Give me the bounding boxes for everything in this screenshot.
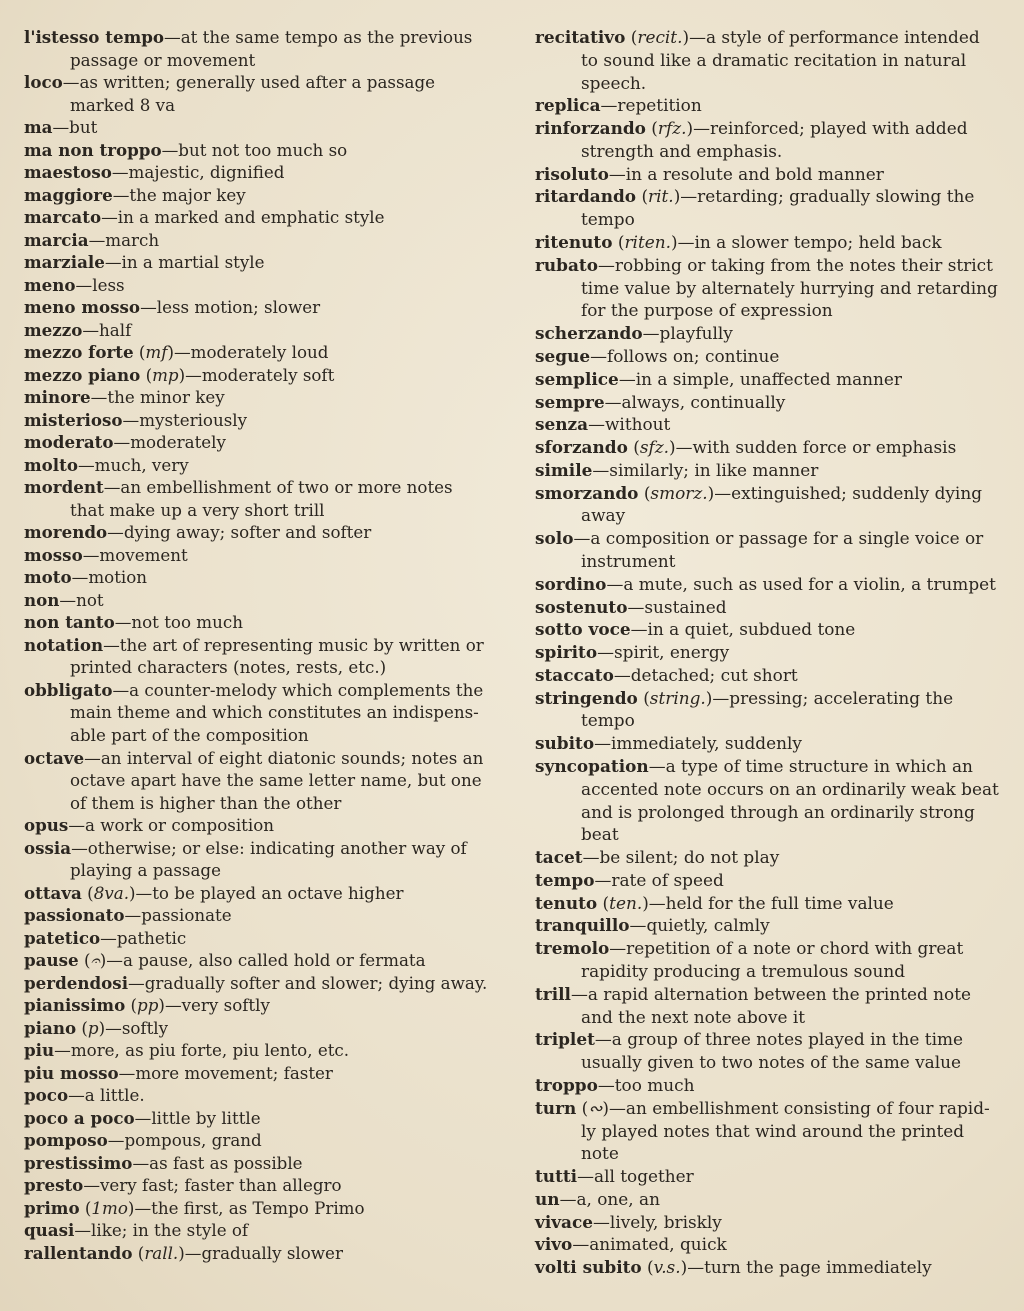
glossary-definition: —a, one, an [559, 1188, 660, 1209]
glossary-entry [535, 163, 1001, 186]
glossary-entry: recitativo (recit.)—a style of performance intended to sound like a dramatic recitation in natural speech. [535, 27, 980, 93]
glossary-term: pianissimo [24, 995, 126, 1016]
glossary-term: quasi [24, 1220, 75, 1241]
glossary-entry [535, 527, 1001, 573]
glossary-abbreviation: pp [137, 995, 159, 1016]
glossary-entry [535, 1211, 1001, 1234]
glossary-definition: —not [59, 589, 104, 610]
glossary-definition: —gradually softer and slower; dying away. [128, 972, 488, 993]
glossary-term: non [24, 589, 60, 610]
glossary-entry [24, 454, 492, 477]
glossary-term: syncopation [535, 756, 649, 776]
glossary-definition: —always, continually [604, 391, 786, 412]
glossary-term: ritenuto [535, 232, 613, 253]
glossary-entry [24, 184, 492, 207]
glossary-abbreviation: recit. [637, 27, 683, 47]
glossary-entry [535, 459, 1001, 482]
glossary-term: ottava [24, 882, 82, 903]
glossary-definition: —animated, quick [572, 1234, 727, 1255]
glossary-term: troppo [535, 1074, 598, 1095]
glossary-term: recitativo [535, 27, 626, 47]
glossary-term: tutti [535, 1166, 578, 1187]
glossary-definition: —march [88, 229, 160, 250]
glossary-entry [24, 274, 492, 297]
glossary-abbreviation: rit. [648, 186, 674, 207]
glossary-definition: —dying away; softer and softer [107, 522, 372, 543]
glossary-entry [535, 1165, 1001, 1188]
glossary-entry: piano (p)—softly [24, 1017, 169, 1038]
glossary-term: rallentando [24, 1242, 133, 1263]
glossary-term: primo [24, 1197, 80, 1218]
glossary-term: obbligato [24, 679, 113, 700]
glossary-definition: —robbing or taking from the notes their strict time value by alternately hurrying and retarding for the purpose of expression [581, 254, 998, 321]
left-column [24, 26, 492, 1264]
glossary-definition: —movement [82, 544, 188, 565]
glossary-entry [535, 641, 1001, 664]
glossary-entry [24, 566, 492, 589]
glossary-entry [24, 206, 492, 229]
glossary-definition: —lively, briskly [593, 1211, 722, 1232]
glossary-term: rinforzando [535, 118, 646, 139]
glossary-term: spirito [535, 642, 598, 663]
glossary-definition: —the minor key [90, 387, 225, 408]
glossary-definition: —follows on; continue [590, 345, 780, 366]
glossary-term: presto [24, 1175, 84, 1196]
glossary-entry [24, 1219, 492, 1242]
glossary-term: morendo [24, 522, 108, 543]
glossary-term: moderato [24, 432, 114, 453]
glossary-term: octave [24, 747, 85, 768]
glossary-definition: —retarding; gradually slowing the tempo [581, 186, 975, 230]
glossary-term: meno mosso [24, 297, 141, 318]
glossary-term: segue [535, 345, 591, 366]
right-column [535, 26, 1001, 1279]
glossary-entry [535, 1188, 1001, 1211]
glossary-term: opus [24, 815, 69, 836]
glossary-definition: —pressing; accelerating the tempo [581, 687, 954, 731]
glossary-definition: —moderately loud [173, 342, 329, 363]
glossary-entry [535, 94, 1001, 117]
glossary-term: piu mosso [24, 1062, 119, 1083]
glossary-term: vivo [535, 1234, 573, 1255]
glossary-entry [24, 476, 492, 521]
glossary-term: replica [535, 95, 601, 116]
glossary-definition: —a style of performance intended to sound like a dramatic recitation in natural speech. [581, 27, 980, 93]
glossary-term: pause [24, 950, 79, 971]
glossary-definition: —but [52, 117, 98, 138]
glossary-term: stringendo [535, 687, 638, 708]
glossary-definition: —gradually slower [184, 1242, 343, 1263]
glossary-definition: —pathetic [100, 927, 187, 948]
glossary-entry: ritenuto (riten.)—in a slower tempo; held back [535, 232, 942, 253]
glossary-definition: —the art of representing music by written or printed characters (notes, rests, etc.) [70, 634, 484, 678]
glossary-entry: pianissimo (pp)—very softly [24, 995, 270, 1016]
glossary-term: vivace [535, 1211, 594, 1232]
glossary-term: marziale [24, 252, 105, 273]
glossary-entry [24, 837, 492, 882]
glossary-entry: turn (∾)—an embellishment consisting of four rapid-ly played notes that wind around the printed note [535, 1097, 990, 1164]
glossary-term: ma non troppo [24, 139, 162, 160]
glossary-definition: —sustained [627, 596, 727, 617]
glossary-entry [24, 521, 492, 544]
glossary-term: passionato [24, 905, 125, 926]
glossary-term: senza [535, 414, 589, 435]
glossary-definition: —spirit, energy [597, 642, 730, 663]
glossary-term: un [535, 1188, 560, 1209]
glossary-definition: —as fast as possible [132, 1152, 303, 1173]
glossary-term: solo [535, 528, 574, 549]
glossary-term: moto [24, 567, 72, 588]
glossary-entry [535, 937, 1001, 983]
glossary-term: tranquillo [535, 915, 630, 936]
glossary-definition: —in a marked and emphatic style [101, 207, 385, 228]
glossary-definition: —more, as piu forte, piu lento, etc. [54, 1040, 350, 1061]
glossary-entry [24, 409, 492, 432]
glossary-definition: —much, very [77, 454, 189, 475]
glossary-entry [535, 573, 1001, 596]
glossary-entry: ritardando (rit.)—retarding; gradually slowing the tempo [535, 186, 975, 230]
glossary-abbreviation: rfz. [657, 118, 687, 139]
glossary-term: semplice [535, 368, 619, 389]
glossary-term: poco a poco [24, 1107, 135, 1128]
glossary-term: tenuto [535, 892, 598, 913]
glossary-definition: —be silent; do not play [582, 847, 780, 868]
glossary-entry [24, 589, 492, 612]
glossary-entry: mezzo forte (mf)—moderately loud [24, 342, 329, 363]
glossary-definition: —without [588, 414, 671, 435]
glossary-entry: sforzando (sfz.)—with sudden force or emphasis [535, 437, 957, 458]
glossary-term: sforzando [535, 437, 628, 458]
glossary-entry: rallentando (rall.)—gradually slower [24, 1242, 343, 1263]
glossary-entry: stringendo (string.)—pressing; accelerating the tempo [535, 687, 954, 731]
glossary-term: rubato [535, 254, 599, 275]
glossary-entry [535, 983, 1001, 1029]
glossary-definition: —a pause, also called hold or fermata [106, 950, 426, 971]
glossary-abbreviation: 𝄐 [90, 950, 100, 971]
glossary-abbreviation: mf [145, 342, 168, 363]
glossary-entry [535, 1233, 1001, 1256]
glossary-entry: smorzando (smorz.)—extinguished; suddenly dying away [535, 482, 983, 526]
glossary-entry [24, 229, 492, 252]
glossary-definition: —a type of time structure in which an accented note occurs on an ordinarily weak beat and is prolonged through an ordinarily strong beat [581, 756, 999, 845]
glossary-term: volti subito [535, 1257, 642, 1278]
glossary-term: ossia [24, 837, 72, 858]
glossary-entry [24, 319, 492, 342]
glossary-definition: —in a resolute and bold manner [608, 163, 884, 184]
glossary-definition: —little by little [134, 1107, 261, 1128]
glossary-abbreviation: riten. [624, 232, 671, 253]
glossary-definition: —in a slower tempo; held back [677, 232, 942, 253]
glossary-term: mosso [24, 544, 83, 565]
glossary-term: poco [24, 1085, 69, 1106]
glossary-entry [535, 732, 1001, 755]
glossary-definition: —playfully [642, 323, 733, 344]
glossary-definition: —extinguished; suddenly dying away [581, 482, 983, 526]
glossary-entry [24, 1084, 492, 1107]
glossary-term: piu [24, 1040, 55, 1061]
glossary-term: staccato [535, 664, 614, 685]
glossary-term: sempre [535, 391, 605, 412]
glossary-entry [535, 755, 1001, 846]
glossary-entry [24, 927, 492, 950]
glossary-entry [535, 345, 1001, 368]
glossary-definition: —an embellishment of two or more notes that make up a very short trill [70, 477, 453, 520]
glossary-entry [535, 413, 1001, 436]
glossary-definition: —too much [597, 1074, 695, 1095]
glossary-definition: —very fast; faster than allegro [83, 1175, 342, 1196]
glossary-entry [24, 972, 492, 995]
glossary-entry [24, 386, 492, 409]
glossary-entry [24, 1129, 492, 1152]
glossary-definition: —repetition [600, 95, 702, 116]
glossary-entry: primo (1mo)—the first, as Tempo Primo [24, 1197, 365, 1218]
glossary-entry: tenuto (ten.)—held for the full time value [535, 892, 894, 913]
glossary-term: maggiore [24, 184, 113, 205]
glossary-definition: —reinforced; played with added strength and emphasis. [581, 118, 968, 161]
glossary-entry [24, 1152, 492, 1175]
glossary-term: minore [24, 387, 91, 408]
glossary-term: tacet [535, 847, 583, 868]
glossary-definition: —motion [71, 567, 148, 588]
glossary-entry [24, 431, 492, 454]
glossary-definition: —a rapid alternation between the printed note and the next note above it [570, 983, 971, 1027]
glossary-definition: —in a quiet, subdued tone [630, 619, 856, 640]
glossary-term: simile [535, 459, 593, 480]
glossary-definition: —similarly; in like manner [592, 459, 819, 480]
glossary-abbreviation: v.s. [653, 1257, 681, 1278]
glossary-definition: —majestic, dignified [111, 162, 285, 183]
glossary-entry: rinforzando (rfz.)—reinforced; played with added strength and emphasis. [535, 118, 968, 161]
glossary-entry [24, 296, 492, 319]
glossary-term: ma [24, 117, 53, 138]
glossary-definition: —repetition of a note or chord with great rapidity producing a tremulous sound [581, 938, 964, 982]
glossary-entry [24, 1039, 492, 1062]
glossary-definition: —a mute, such as used for a violin, a trumpet [606, 573, 996, 594]
glossary-abbreviation: 8va. [93, 882, 130, 903]
glossary-term: mezzo piano [24, 364, 141, 385]
glossary-entry [535, 664, 1001, 687]
glossary-entry [535, 914, 1001, 937]
glossary-abbreviation: ∾ [588, 1097, 603, 1118]
glossary-entry [24, 26, 492, 71]
glossary-definition: —in a simple, unaffected manner [618, 368, 902, 389]
glossary-term: perdendosi [24, 972, 129, 993]
glossary-definition: —but not too much so [161, 139, 348, 160]
glossary-entry [24, 679, 492, 747]
glossary-entry [24, 814, 492, 837]
glossary-definition: —not too much [114, 612, 243, 633]
glossary-term: non tanto [24, 612, 115, 633]
glossary-abbreviation: 1mo [91, 1197, 128, 1218]
glossary-entry [535, 1028, 1001, 1074]
glossary-definition: —an embellishment consisting of four rapid-ly played notes that wind around the printed note [581, 1097, 990, 1164]
glossary-term: subito [535, 733, 595, 754]
glossary-definition: —at the same tempo as the previous passage or movement [70, 27, 473, 70]
glossary-definition: —a counter-melody which complements the main theme and which constitutes an indispens-able part of the composition [70, 679, 484, 745]
glossary-term: marcato [24, 207, 102, 228]
glossary-definition: —an interval of eight diatonic sounds; notes an octave apart have the same letter name, but one of them is higher than the other [70, 747, 484, 813]
glossary-abbreviation: p [87, 1017, 99, 1038]
glossary-definition: —half [82, 319, 132, 340]
glossary-term: molto [24, 454, 78, 475]
glossary-entry [24, 634, 492, 679]
glossary-term: sordino [535, 573, 607, 594]
glossary-term: maestoso [24, 162, 112, 183]
glossary-term: mezzo forte [24, 342, 134, 363]
glossary-entry [24, 544, 492, 567]
glossary-definition: —very softly [164, 995, 270, 1016]
glossary-entry [535, 1074, 1001, 1097]
glossary-entry: ottava (8va.)—to be played an octave higher [24, 882, 404, 903]
glossary-term: scherzando [535, 323, 643, 344]
glossary-abbreviation: mp [152, 364, 179, 385]
glossary-definition: —in a martial style [104, 252, 265, 273]
glossary-entry: mezzo piano (mp)—moderately soft [24, 364, 335, 385]
glossary-definition: —mysteriously [122, 409, 248, 430]
glossary-abbreviation: string. [649, 687, 706, 708]
glossary-term: loco [24, 72, 63, 93]
glossary-definition: —softly [105, 1017, 169, 1038]
glossary-term: sotto voce [535, 619, 631, 640]
glossary-definition: —less [75, 274, 125, 295]
glossary-term: mordent [24, 477, 104, 498]
glossary-definition: —a little. [68, 1085, 145, 1106]
glossary-term: mezzo [24, 319, 83, 340]
glossary-entry [535, 846, 1001, 869]
glossary-term: ritardando [535, 186, 637, 207]
glossary-term: marcia [24, 229, 89, 250]
glossary-entry [24, 161, 492, 184]
glossary-entry [535, 391, 1001, 414]
glossary-term: prestissimo [24, 1152, 133, 1173]
glossary-term: sostenuto [535, 596, 628, 617]
glossary-entry [24, 71, 492, 116]
glossary-entry: volti subito (v.s.)—turn the page immediately [535, 1257, 932, 1278]
glossary-term: tempo [535, 869, 595, 890]
glossary-term: triplet [535, 1029, 595, 1050]
glossary-definition: —moderately [113, 432, 226, 453]
glossary-abbreviation: sfz. [639, 437, 669, 458]
glossary-entry [535, 368, 1001, 391]
glossary-definition: —less motion; slower [140, 297, 321, 318]
glossary-entry [24, 251, 492, 274]
glossary-entry [24, 904, 492, 927]
glossary-entry [24, 1107, 492, 1130]
glossary-term: patetico [24, 927, 101, 948]
glossary-definition: —turn the page immediately [687, 1257, 932, 1278]
glossary-definition: —otherwise; or else: indicating another way of playing a passage [70, 837, 467, 881]
glossary-term: misterioso [24, 409, 123, 430]
glossary-abbreviation: rall. [144, 1242, 179, 1263]
glossary-entry [24, 611, 492, 634]
glossary-term: l'istesso tempo [24, 27, 165, 47]
glossary-entry [535, 618, 1001, 641]
glossary-definition: —more movement; faster [118, 1062, 333, 1083]
glossary-term: pomposo [24, 1130, 108, 1151]
glossary-term: piano [24, 1017, 77, 1038]
glossary-definition: —immediately, suddenly [594, 733, 802, 754]
glossary-term: tremolo [535, 938, 610, 959]
glossary-entry: pause (𝄐)—a pause, also called hold or fermata [24, 950, 426, 971]
glossary-definition: —moderately soft [185, 364, 335, 385]
glossary-term: trill [535, 983, 571, 1004]
glossary-abbreviation: ten. [609, 892, 643, 913]
glossary-definition: —pompous, grand [107, 1130, 262, 1151]
glossary-definition: —passionate [124, 905, 232, 926]
glossary-term: turn [535, 1097, 577, 1118]
glossary-entry [535, 254, 1001, 322]
glossary-entry [24, 139, 492, 162]
glossary-definition: —to be played an octave higher [135, 882, 404, 903]
glossary-term: notation [24, 634, 104, 655]
glossary-entry [24, 116, 492, 139]
glossary-entry [535, 869, 1001, 892]
glossary-entry [535, 596, 1001, 619]
glossary-definition: —a composition or passage for a single voice or instrument [573, 528, 984, 571]
glossary-definition: —the first, as Tempo Primo [134, 1197, 365, 1218]
glossary-definition: —quietly, calmly [629, 915, 770, 936]
glossary-term: meno [24, 274, 76, 295]
glossary-definition: —held for the full time value [648, 892, 894, 913]
glossary-definition: —like; in the style of [74, 1220, 249, 1241]
glossary-definition: —as written; generally used after a passage marked 8 va [62, 72, 436, 115]
glossary-definition: —rate of speed [594, 869, 724, 890]
glossary-term: smorzando [535, 482, 639, 503]
glossary-definition: —a group of three notes played in the time usually given to two notes of the same value [581, 1029, 963, 1073]
glossary-entry [24, 1174, 492, 1197]
glossary-term: risoluto [535, 163, 609, 184]
glossary-definition: —all together [577, 1166, 694, 1187]
glossary-definition: —the major key [112, 184, 246, 205]
glossary-entry [24, 747, 492, 815]
glossary-abbreviation: smorz. [650, 482, 708, 503]
glossary-definition: —a work or composition [68, 815, 275, 836]
glossary-entry [535, 322, 1001, 345]
glossary-definition: —detached; cut short [613, 664, 798, 685]
glossary-definition: —with sudden force or emphasis [675, 437, 957, 458]
glossary-entry [24, 1062, 492, 1085]
